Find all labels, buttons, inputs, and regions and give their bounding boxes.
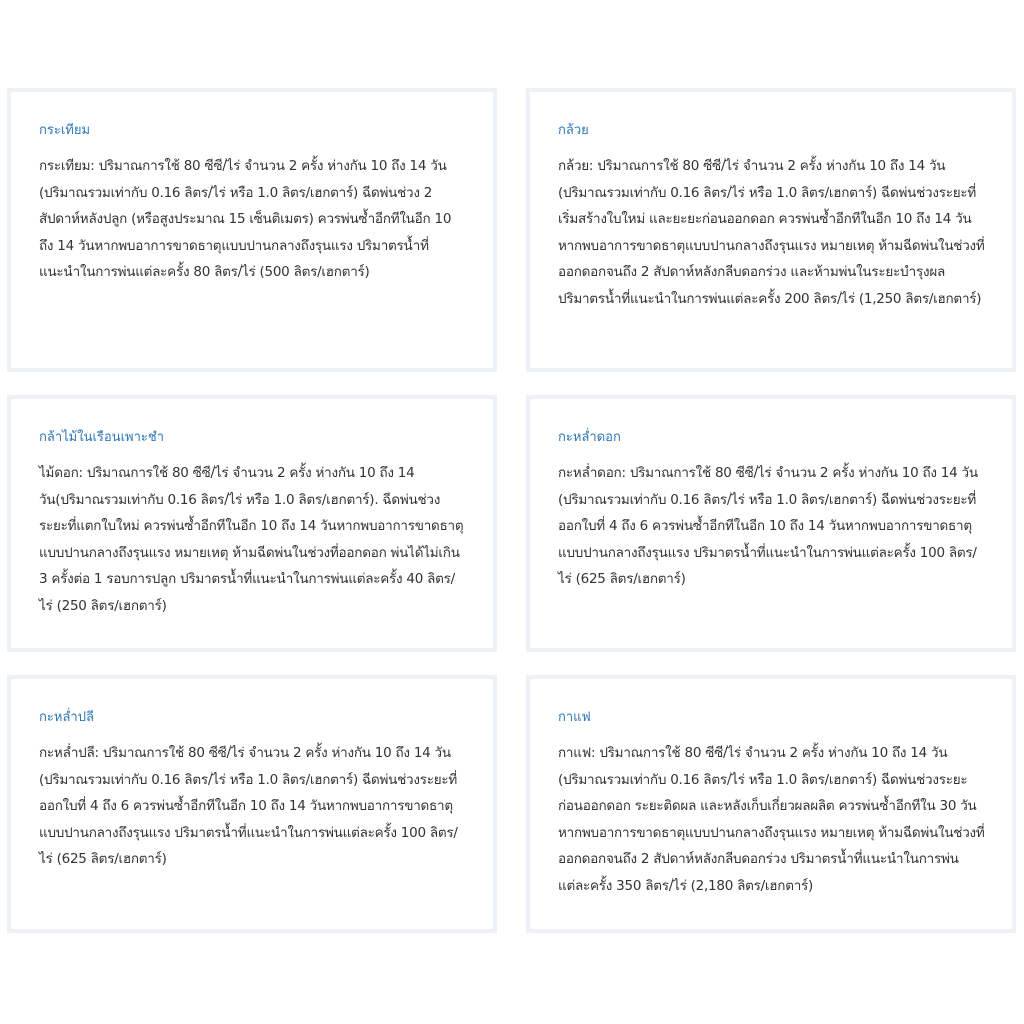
card-title: กะหล่ำปลี [39, 710, 94, 725]
card-title: กล้าไม้ในเรือนเพาะชำ [39, 430, 165, 445]
crop-card-cauliflower [526, 395, 1016, 652]
card-title: กะหล่ำดอก [558, 430, 621, 445]
card-description: กล้วย: ปริมาณการใช้ 80 ซีซี/ไร่ จำนวน 2 ครั้ง ห่างกัน 10 ถึง 14 วัน (ปริมาณรวมเท่ากับ 0.16 ลิตร/ไร่ หรือ 1.0 ลิตร/เฮกตาร์) ฉีดพ่นช่วงระยะที่เริ่มสร้างใบใหม่ และยะยะก่อนออกดอก ควรพ่นซ้ำอีกทีในอีก 10 ถึง 14 วันหากพบอาการขาดธาตุแบบปานกลางถึงรุนแรง หมายเหตุ ห้ามฉีดพ่นในช่วงที่ออกดอกจนถึง 2 สัปดาห์หลังกลีบดอกร่วง และห้ามพ่นในระยะบำรุงผล ปริมาตรน้ำที่แนะนำในการพ่นแต่ละครั้ง 200 ลิตร/ไร่ (1,250 ลิตร/เฮกตาร์) [558, 158, 985, 307]
card-title: กล้วย [558, 123, 589, 138]
card-title: กระเทียม [39, 123, 91, 138]
card-description: กระเทียม: ปริมาณการใช้ 80 ซีซี/ไร่ จำนวน 2 ครั้ง ห่างกัน 10 ถึง 14 วัน (ปริมาณรวมเท่ากับ 0.16 ลิตร/ไร่ หรือ 1.0 ลิตร/เฮกตาร์) ฉีดพ่นช่วง 2 สัปดาห์หลังปลูก (หรือสูงประมาณ 15 เซ็นติเมตร) ควรพ่นซ้ำอีกทีในอีก 10 ถึง 14 วันหากพบอาการขาดธาตุแบบปานกลางถึงรุนแรง ปริมาตรน้ำที่แนะนำในการพ่นแต่ละครั้ง 80 ลิตร/ไร่ (500 ลิตร/เฮกตาร์) [39, 158, 452, 280]
card-description: กะหล่ำดอก: ปริมาณการใช้ 80 ซีซี/ไร่ จำนวน 2 ครั้ง ห่างกัน 10 ถึง 14 วัน (ปริมาณรวมเท่ากับ 0.16 ลิตร/ไร่ หรือ 1.0 ลิตร/เฮกตาร์) ฉีดพ่นช่วงระยะที่ออกใบที่ 4 ถึง 6 ควรพ่นซ้ำอีกทีในอีก 10 ถึง 14 วันหากพบอาการขาดธาตุแบบปานกลางถึงรุนแรง ปริมาตรน้ำที่แนะนำในการพ่นแต่ละครั้ง 100 ลิตร/ไร่ (625 ลิตร/เฮกตาร์) [558, 465, 978, 587]
card-description: กาแฟ: ปริมาณการใช้ 80 ซีซี/ไร่ จำนวน 2 ครั้ง ห่างกัน 10 ถึง 14 วัน (ปริมาณรวมเท่ากับ 0.16 ลิตร/ไร่ หรือ 1.0 ลิตร/เฮกตาร์) ฉีดพ่นช่วงระยะก่อนออกดอก ระยะติดผล และหลังเก็บเกี่ยวผลผลิต ควรพ่นซ้ำอีกทีใน 30 วันหากพบอาการขาดธาตุแบบปานกลางถึงรุนแรง หมายเหตุ ห้ามฉีดพ่นในช่วงที่ออกดอกจนถึง 2 สัปดาห์หลังกลีบดอกร่วง ปริมาตรน้ำที่แนะนำในการพ่นแต่ละครั้ง 350 ลิตร/ไร่ (2,180 ลิตร/เฮกตาร์) [558, 745, 985, 894]
crop-card-nursery-seedlings [7, 395, 497, 652]
crop-card-garlic [7, 88, 497, 372]
crop-card-cabbage [7, 675, 497, 933]
crop-card-coffee [526, 675, 1016, 933]
crop-card-banana [526, 88, 1016, 372]
card-description: กะหล่ำปลี: ปริมาณการใช้ 80 ซีซี/ไร่ จำนวน 2 ครั้ง ห่างกัน 10 ถึง 14 วัน (ปริมาณรวมเท่ากับ 0.16 ลิตร/ไร่ หรือ 1.0 ลิตร/เฮกตาร์) ฉีดพ่นช่วงระยะที่ออกใบที่ 4 ถึง 6 ควรพ่นซ้ำอีกทีในอีก 10 ถึง 14 วันหากพบอาการขาดธาตุแบบปานกลางถึงรุนแรง ปริมาตรน้ำที่แนะนำในการพ่นแต่ละครั้ง 100 ลิตร/ไร่ (625 ลิตร/เฮกตาร์) [39, 745, 458, 867]
card-title: กาแฟ [558, 710, 591, 725]
card-description: ไม้ดอก: ปริมาณการใช้ 80 ซีซี/ไร่ จำนวน 2 ครั้ง ห่างกัน 10 ถึง 14 วัน(ปริมาณรวมเท่ากับ 0.16 ลิตร/ไร่ หรือ 1.0 ลิตร/เฮกตาร์). ฉีดพ่นช่วงระยะที่แตกใบใหม่ ควรพ่นซ้ำอีกทีในอีก 10 ถึง 14 วันหากพบอาการขาดธาตุแบบปานกลางถึงรุนแรง หมายเหตุ ห้ามฉีดพ่นในช่วงที่ออกดอก พ่นได้ไม่เกิน 3 ครั้งต่อ 1 รอบการปลูก ปริมาตรน้ำที่แนะนำในการพ่นแต่ละครั้ง 40 ลิตร/ไร่ (250 ลิตร/เฮกตาร์) [39, 465, 464, 614]
